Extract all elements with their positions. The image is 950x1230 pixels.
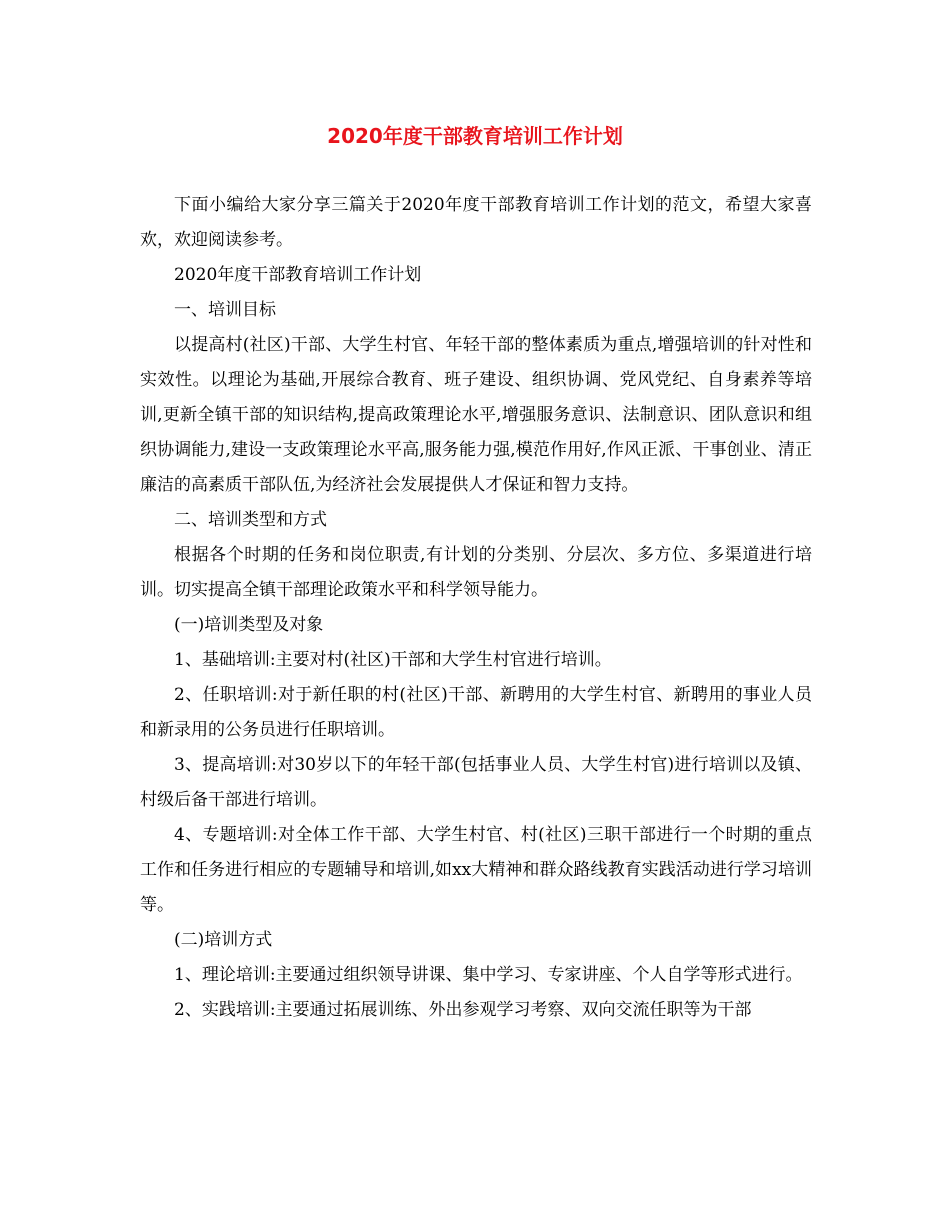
list-item-appointment-training: 2、任职培训:对于新任职的村(社区)干部、新聘用的大学生村官、新聘用的事业人员和新录用的公务员进行任职培训。 bbox=[140, 685, 812, 740]
subheading-types-and-targets: (一)培训类型及对象 bbox=[174, 615, 324, 635]
list-item-advanced-training: 3、提高培训:对30岁以下的年轻干部(包括事业人员、大学生村官)进行培训以及镇、村级后备干部进行培训。 bbox=[140, 755, 812, 810]
list-item-theory-training: 1、理论培训:主要通过组织领导讲课、集中学习、专家讲座、个人自学等形式进行。 bbox=[174, 965, 803, 985]
document-title: 2020年度干部教育培训工作计划 bbox=[327, 124, 623, 148]
list-item-practice-training: 2、实践培训:主要通过拓展训练、外出参观学习考察、双向交流任职等为干部 bbox=[174, 1000, 752, 1020]
paragraph-training-types: 根据各个时期的任务和岗位职责,有计划的分类别、分层次、多方位、多渠道进行培训。切实提高全镇干部理论政策水平和科学领导能力。 bbox=[140, 545, 812, 600]
heading-training-goals: 一、培训目标 bbox=[174, 300, 276, 320]
list-item-special-training: 4、专题培训:对全体工作干部、大学生村官、村(社区)三职干部进行一个时期的重点工作和任务进行相应的专题辅导和培训,如xx大精神和群众路线教育实践活动进行学习培训等。 bbox=[140, 825, 812, 915]
subheading-training-methods: (二)培训方式 bbox=[174, 930, 273, 950]
paragraph-training-goals: 以提高村(社区)干部、大学生村官、年轻干部的整体素质为重点,增强培训的针对性和实效性。以理论为基础,开展综合教育、班子建设、组织协调、党风党纪、自身素养等培训,更新全镇干部的知识结构,提高政策理论水平,增强服务意识、法制意识、团队意识和组织协调能力,建设一支政策理论水平高,服务能力强,模范作用好,作风正派、干事创业、清正廉洁的高素质干部队伍,为经济社会发展提供人才保证和智力支持。 bbox=[140, 335, 812, 495]
heading-training-types: 二、培训类型和方式 bbox=[174, 510, 327, 530]
document-body bbox=[140, 188, 812, 1028]
paragraph-plan-title: 2020年度干部教育培训工作计划 bbox=[174, 265, 422, 285]
paragraph-intro: 下面小编给大家分享三篇关于2020年度干部教育培训工作计划的范文，希望大家喜欢，欢迎阅读参考。 bbox=[140, 195, 812, 250]
list-item-basic-training: 1、基础培训:主要对村(社区)干部和大学生村官进行培训。 bbox=[174, 650, 612, 670]
